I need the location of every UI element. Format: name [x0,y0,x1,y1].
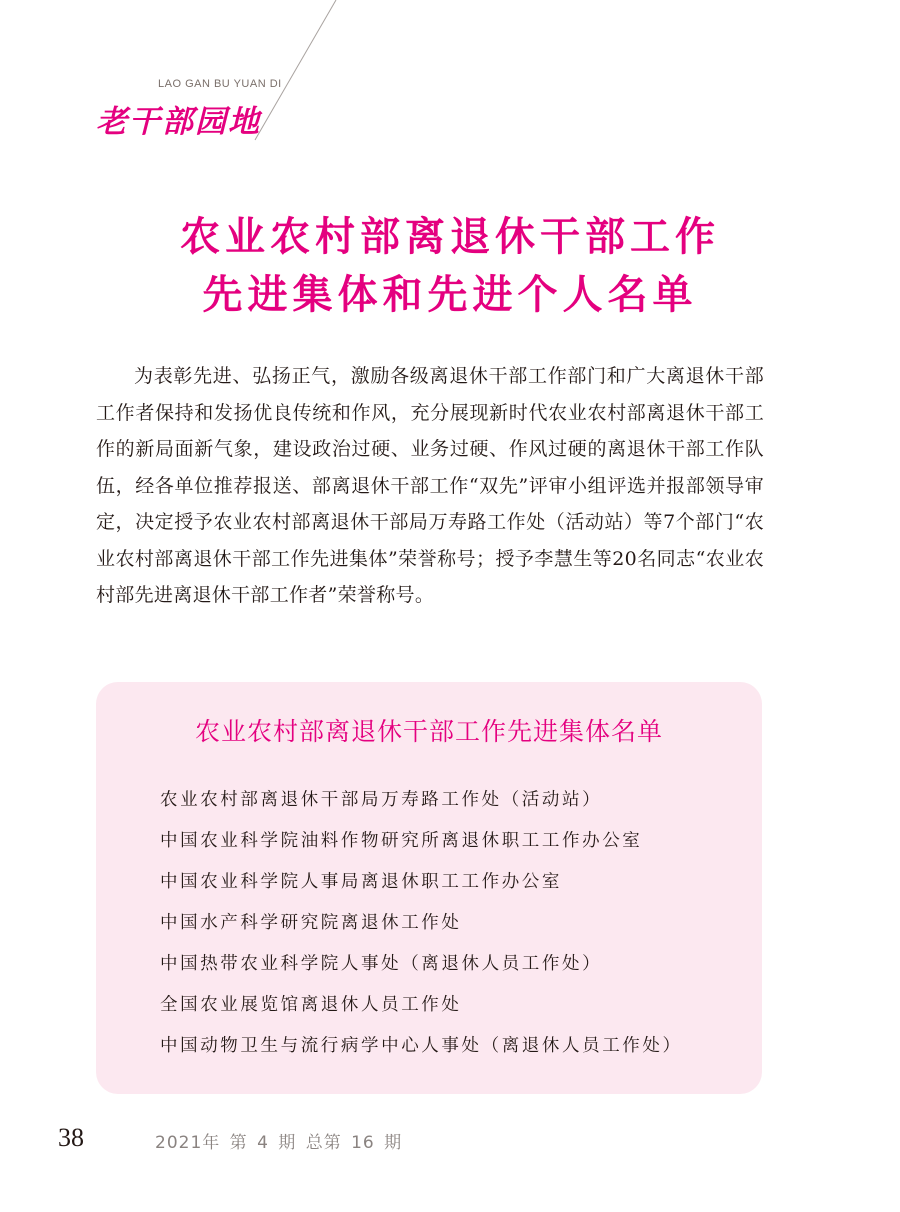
list-item: 中国农业科学院人事局离退休职工工作办公室 [160,872,562,892]
title-line-2: 先进集体和先进个人名单 [202,271,698,318]
honor-list-title: 农业农村部离退休干部工作先进集体名单 [194,717,663,746]
title-line-1: 农业农村部离退休干部工作 [180,213,720,260]
page-number: 38 [58,1123,84,1152]
brand-logo-text: 老干部园地 [96,104,261,140]
brand-english: LAO GAN BU YUAN DI [158,78,282,90]
list-item: 中国热带农业科学院人事处（离退休人员工作处） [160,954,603,974]
page-title [0,208,900,324]
list-item: 全国农业展览馆离退休人员工作处 [160,995,462,1015]
issue-info: 2021年 第 4 期 总第 16 期 [155,1133,403,1153]
honor-list-box [96,682,762,1094]
honor-list [160,786,683,1073]
list-item: 中国动物卫生与流行病学中心人事处（离退休人员工作处） [160,1036,683,1056]
intro-paragraph: 为表彰先进、弘扬正气，激励各级离退休干部工作部门和广大离退休干部工作者保持和发扬优良传统和作风，充分展现新时代农业农村部离退休干部工作的新局面新气象，建设政治过硬、业务过硬、作风过硬的离退休干部工作队伍，经各单位推荐报送、部离退休干部工作“双先”评审小组评选并报部领导审定，决定授予农业农村部离退休干部局万寿路工作处（活动站）等7个部门“农业农村部离退休干部工作先进集体”荣誉称号；授予李慧生等20名同志“农业农村部先进离退休干部工作者”荣誉称号。 [96,365,764,606]
list-item: 农业农村部离退休干部局万寿路工作处（活动站） [160,790,603,810]
list-item: 中国水产科学研究院离退休工作处 [160,913,462,933]
list-item: 中国农业科学院油料作物研究所离退休职工工作办公室 [160,831,643,851]
